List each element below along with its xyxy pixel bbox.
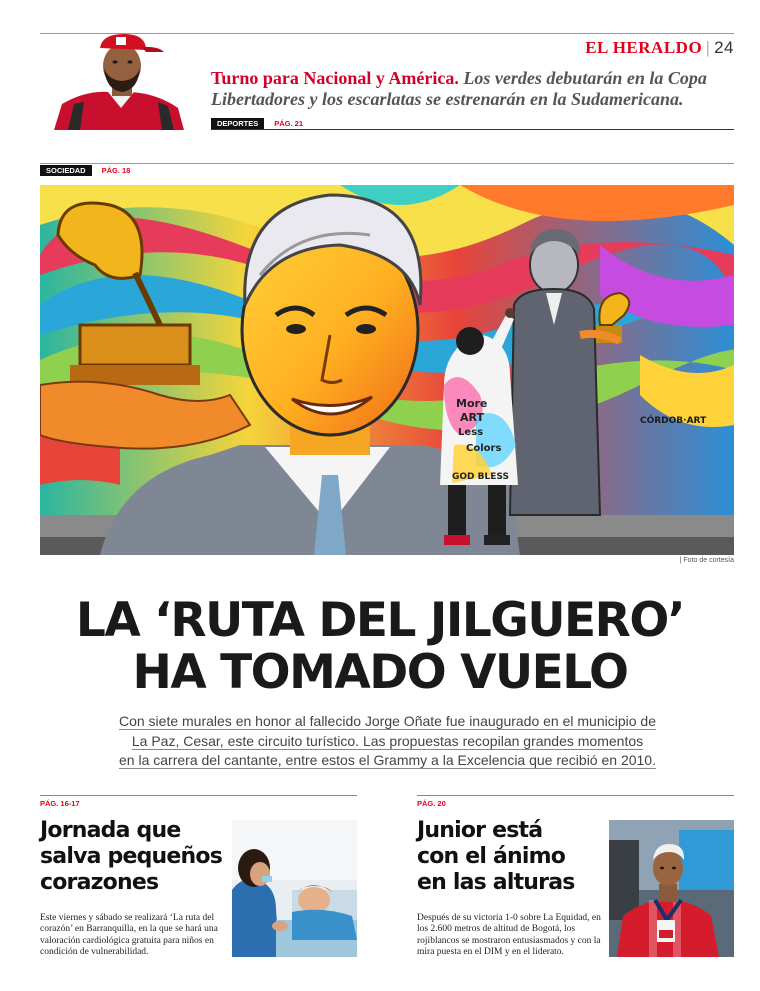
deck-line-1: Con siete murales en honor al fallecido Jorge Oñate fue inaugurado en el municipio de <box>118 713 656 729</box>
story-right-body: Después de su victoria 1-0 sobre La Equidad, en los 2.600 metros de altitud de Bogotá, los rojiblancos se mostraron entusiasmados y con la mira puesta en el DIM y en el liderato. <box>417 913 601 957</box>
main-deck <box>100 712 675 771</box>
sociedad-section-bar <box>40 165 130 176</box>
teaser-text[interactable] <box>211 68 736 110</box>
story-right-title-line-3: en las alturas <box>417 870 575 895</box>
story-left-title-line-2: salva pequeños <box>40 844 222 869</box>
newspaper-brand <box>585 38 734 58</box>
shirt-text-art: ART <box>460 411 484 424</box>
page-ref-sociedad[interactable]: PÁG. 18 <box>101 166 131 175</box>
deck-line-2: La Paz, Cesar, este circuito turístico. Las propuestas recopilan grandes momentos <box>131 732 644 749</box>
brand-name: EL HERALDO <box>585 38 703 57</box>
page-number: 24 <box>714 38 734 57</box>
story-right-page-ref[interactable]: PÁG. 20 <box>417 799 446 808</box>
teaser-lead: Turno para Nacional y América. <box>211 68 459 88</box>
player-photo[interactable] <box>46 34 188 130</box>
shirt-text-colors: Colors <box>466 443 502 454</box>
story-left-rule <box>40 795 357 796</box>
story-left-body: Este viernes y sábado se realizará ‘La ruta del corazón’ en Barranquilla, en la que se hará una valoración cardiológica gratuita para niños en condición de vulnerabilidad. <box>40 913 218 957</box>
story-left-title-line-1: Jornada que <box>40 818 181 843</box>
story-right-title-line-1: Junior está <box>417 818 543 843</box>
story-left-title[interactable] <box>40 818 230 896</box>
story-right-photo[interactable] <box>609 820 734 957</box>
story-left-title-line-3: corazones <box>40 870 159 895</box>
headline-line-1: LA ‘RUTA DEL JILGUERO’ <box>75 593 685 648</box>
headline-line-2: HA TOMADO VUELO <box>132 645 628 700</box>
shirt-text-more: More <box>456 397 488 410</box>
sociedad-rule <box>40 163 734 164</box>
section-tag-sociedad: SOCIEDAD <box>40 165 92 176</box>
mural-photo[interactable] <box>40 185 734 555</box>
story-left-page-ref[interactable]: PÁG. 16-17 <box>40 799 80 808</box>
mural-signature: CÓRDOB·ART <box>640 416 707 426</box>
shirt-text-god-bless: GOD BLESS <box>452 472 509 482</box>
story-left-photo[interactable] <box>232 820 357 957</box>
deportes-rule <box>211 129 734 130</box>
section-tag-deportes: DEPORTES <box>211 118 264 129</box>
shirt-text-less: Less <box>458 427 484 438</box>
brand-separator: | <box>706 38 711 57</box>
deportes-section-bar <box>211 118 303 129</box>
main-headline[interactable] <box>0 595 760 699</box>
story-right-title[interactable] <box>417 818 607 896</box>
deck-line-3: en la carrera del cantante, entre estos el Grammy a la Excelencia que recibió en 2010. <box>119 752 656 768</box>
story-right-rule <box>417 795 734 796</box>
page-ref-deportes[interactable]: PÁG. 21 <box>274 119 304 128</box>
photo-credit: | Foto de cortesía <box>679 557 734 564</box>
teaser-rest: Los verdes debutarán en la Copa Libertadores y los escarlatas se estrenarán en la Sudamericana. <box>211 68 707 109</box>
story-right-title-line-2: con el ánimo <box>417 844 566 869</box>
